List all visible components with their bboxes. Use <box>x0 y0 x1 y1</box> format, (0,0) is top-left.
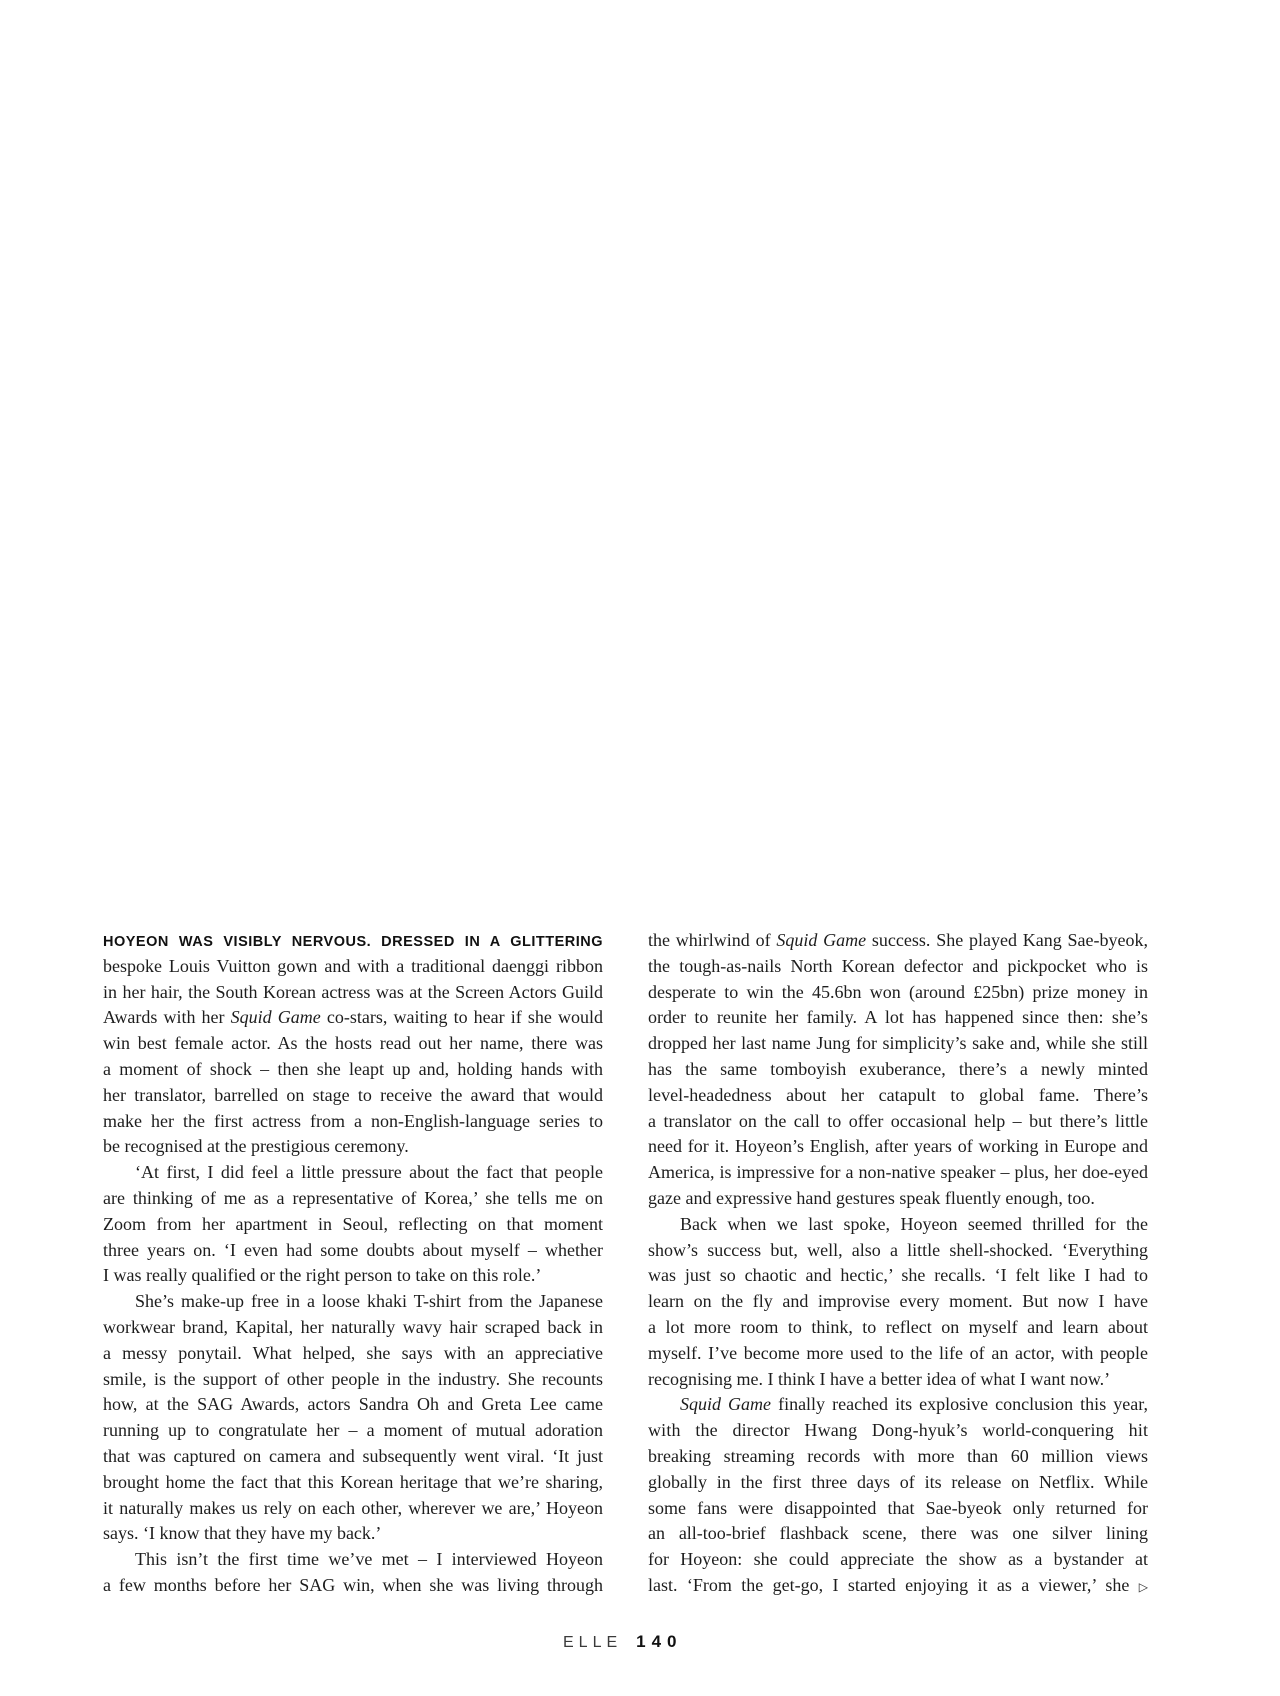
text-line: an all-too-brief flashback scene, there was one silver lining <box>648 1523 1148 1544</box>
text-line: workwear brand, Kapital, her naturally wavy hair scraped back in <box>103 1316 604 1337</box>
text-line: level-headedness about her catapult to global fame. There’s <box>648 1084 1149 1105</box>
text-line: be recognised at the prestigious ceremony. <box>103 1136 409 1157</box>
text-line: globally in the first three days of its release on Netflix. While <box>648 1471 1148 1492</box>
text-line: with the director Hwang Dong-hyuk’s world-conquering hit <box>648 1420 1149 1441</box>
text-line: America, is impressive for a non-native speaker – plus, her doe-eyed <box>648 1162 1149 1183</box>
text-line: ‘At first, I did feel a little pressure about the fact that people <box>135 1162 603 1183</box>
text-line: a few months before her SAG win, when she was living through <box>103 1574 603 1595</box>
text-line: was just so chaotic and hectic,’ she recalls. ‘I felt like I had to <box>648 1265 1148 1286</box>
text-line: three years on. ‘I even had some doubts about myself – whether <box>103 1239 604 1260</box>
text-line: a translator on the call to offer occasional help – but there’s little <box>648 1110 1149 1131</box>
text-line: her translator, barrelled on stage to receive the award that would <box>103 1084 603 1105</box>
text-line: learn on the fly and improvise every moment. But now I have <box>648 1291 1148 1312</box>
magazine-brand: ELLE <box>563 1634 623 1651</box>
page-footer <box>563 1632 683 1652</box>
article-lead-in: HOYEON WAS VISIBLY NERVOUS. DRESSED IN A GLITTERING <box>103 934 604 950</box>
text-line: last. ‘From the get-go, I started enjoying it as a viewer,’ she ▷ <box>648 1574 1148 1595</box>
text-line: the whirlwind of Squid Game success. She played Kang Sae-byeok, <box>648 930 1149 950</box>
text-line <box>103 928 603 954</box>
text-line: win best female actor. As the hosts read out her name, there was <box>103 1033 603 1054</box>
text-line: it naturally makes us rely on each other, wherever we are,’ Hoyeon <box>103 1497 603 1518</box>
continuation-arrow-icon: ▷ <box>1138 1579 1148 1594</box>
text-line: dropped her last name Jung for simplicity’s sake and, while she still <box>648 1033 1149 1054</box>
text-line: a moment of shock – then she leapt up and, holding hands with <box>103 1058 604 1079</box>
text-line: a messy ponytail. What helped, she says with an appreciative <box>103 1342 603 1363</box>
text-line: order to reunite her family. A lot has happened since then: she’s <box>648 1007 1148 1028</box>
text-line: Squid Game finally reached its explosive conclusion this year, <box>680 1394 1148 1415</box>
text-line: Awards with her Squid Game co-stars, waiting to hear if she would <box>103 1007 603 1028</box>
text-line: bespoke Louis Vuitton gown and with a traditional daenggi ribbon <box>103 955 603 976</box>
text-line: show’s success but, well, also a little shell-shocked. ‘Everything <box>648 1239 1149 1260</box>
text-line: desperate to win the 45.6bn won (around £25bn) prize money in <box>648 981 1148 1002</box>
text-line: need for it. Hoyeon’s English, after years of working in Europe and <box>648 1136 1148 1157</box>
text-line: I was really qualified or the right person to take on this role.’ <box>103 1265 542 1286</box>
text-line: smile, is the support of other people in the industry. She recounts <box>103 1368 604 1389</box>
text-line: recognising me. I think I have a better idea of what I want now.’ <box>648 1368 1111 1389</box>
text-line: the tough-as-nails North Korean defector and pickpocket who is <box>648 955 1149 976</box>
article-column-right <box>648 928 1148 1599</box>
text-line: Back when we last spoke, Hoyeon seemed thrilled for the <box>680 1213 1148 1234</box>
text-line: She’s make-up free in a loose khaki T-shirt from the Japanese <box>135 1291 603 1312</box>
article-column-left <box>103 928 603 1599</box>
text-line: myself. I’ve become more used to the life of an actor, with people <box>648 1342 1149 1363</box>
text-line: brought home the fact that this Korean heritage that we’re sharing, <box>103 1471 604 1492</box>
text-line: running up to congratulate her – a moment of mutual adoration <box>103 1420 603 1441</box>
text-line: a lot more room to think, to reflect on myself and learn about <box>648 1316 1149 1337</box>
text-line: are thinking of me as a representative of Korea,’ she tells me on <box>103 1187 604 1208</box>
page-number: 140 <box>636 1632 683 1651</box>
text-line: in her hair, the South Korean actress was at the Screen Actors Guild <box>103 981 604 1002</box>
text-line: for Hoyeon: she could appreciate the show as a bystander at <box>648 1549 1148 1570</box>
text-line: gaze and expressive hand gestures speak fluently enough, too. <box>648 1187 1095 1208</box>
text-line: Zoom from her apartment in Seoul, reflecting on that moment <box>103 1213 603 1234</box>
text-line: some fans were disappointed that Sae-byeok only returned for <box>648 1497 1148 1518</box>
text-line: that was captured on camera and subsequently went viral. ‘It just <box>103 1445 603 1466</box>
text-line: breaking streaming records with more than 60 million views <box>648 1445 1149 1466</box>
text-line: has the same tomboyish exuberance, there’s a newly minted <box>648 1058 1149 1079</box>
text-line: says. ‘I know that they have my back.’ <box>103 1523 382 1544</box>
text-line: make her the first actress from a non-English-language series to <box>103 1110 604 1131</box>
text-line: how, at the SAG Awards, actors Sandra Oh and Greta Lee came <box>103 1394 603 1415</box>
text-line: This isn’t the first time we’ve met – I interviewed Hoyeon <box>135 1549 603 1570</box>
